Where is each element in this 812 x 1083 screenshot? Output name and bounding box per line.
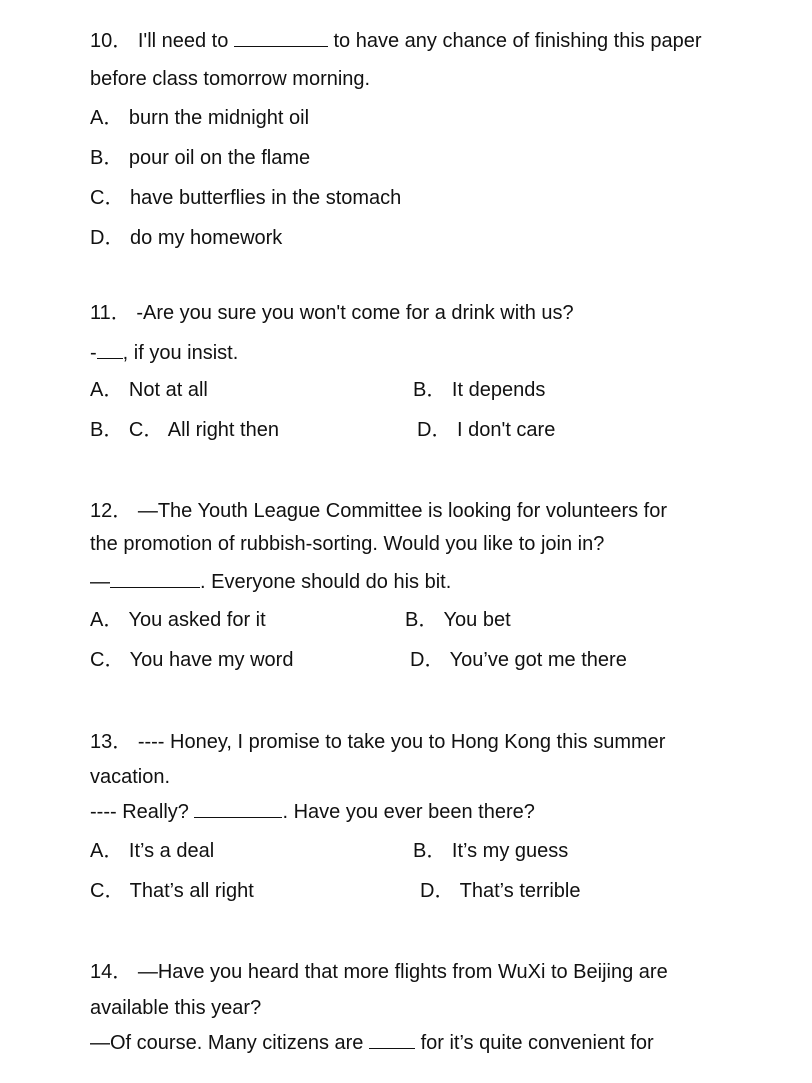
answer-blank: [97, 340, 123, 359]
option-text: You asked for it: [128, 609, 266, 631]
option-text: That’s terrible: [459, 880, 581, 902]
answer-blank: [234, 28, 328, 47]
option-b: [405, 608, 511, 632]
option-letter: D．: [90, 227, 125, 249]
question-number: 13．: [90, 731, 133, 753]
option-letter: D．: [417, 419, 452, 441]
question-number: 11．: [90, 302, 131, 324]
option-d: [420, 879, 580, 903]
question-number: 14．: [90, 961, 133, 983]
question-13-stem-line2: vacation.: [90, 766, 171, 788]
answer-blank: [369, 1030, 415, 1049]
option-text: That’s all right: [129, 880, 254, 902]
question-10-stem: [90, 28, 702, 53]
option-letter: C．: [90, 187, 125, 209]
stem-text: , if you insist.: [122, 342, 239, 364]
option-d: [417, 418, 555, 442]
option-text: C． All right then: [128, 419, 279, 441]
option-a: [90, 839, 214, 863]
stem-text: —: [90, 571, 110, 593]
option-a: [90, 106, 309, 130]
option-text: Not at all: [128, 379, 208, 401]
option-letter: C．: [90, 649, 125, 671]
stem-text: —Have you heard that more flights from WuXi to Beijing are: [137, 961, 668, 983]
option-text: You have my word: [129, 649, 294, 671]
stem-text: —Of course. Many citizens are: [90, 1032, 364, 1054]
option-text: You bet: [443, 609, 511, 631]
stem-text: ---- Really?: [90, 801, 189, 823]
answer-blank: [194, 799, 282, 818]
option-text: It’s my guess: [451, 840, 569, 862]
question-11-stem-line2: [90, 340, 238, 365]
stem-text: ---- Honey, I promise to take you to Hong Kong this summer: [137, 731, 666, 753]
option-letter: C．: [90, 880, 125, 902]
stem-text: . Everyone should do his bit.: [200, 571, 452, 593]
option-text: I don't care: [457, 419, 556, 441]
option-text: do my homework: [130, 227, 283, 249]
question-12-stem-line3: [90, 569, 451, 594]
option-b: [413, 839, 568, 863]
stem-text: to have any chance of finishing this paper: [333, 30, 702, 52]
option-letter: A．: [90, 107, 124, 129]
option-letter: A．: [90, 840, 124, 862]
option-letter: B．: [90, 147, 124, 169]
question-13-stem-line3: [90, 799, 535, 824]
option-a: [90, 378, 208, 402]
option-letter: B．: [90, 419, 124, 441]
stem-text: for it’s quite convenient for: [420, 1032, 654, 1054]
option-d: [90, 226, 282, 250]
option-c: [90, 418, 279, 442]
question-14-stem-line3: [90, 1030, 654, 1055]
option-c: [90, 186, 401, 210]
question-14-stem-line2: available this year?: [90, 997, 262, 1019]
stem-text: -Are you sure you won't come for a drink with us?: [136, 302, 574, 324]
option-d: [410, 648, 627, 672]
option-letter: B．: [405, 609, 439, 631]
stem-text: I'll need to: [137, 30, 229, 52]
option-b: [413, 378, 545, 402]
question-12-stem: [90, 499, 667, 523]
question-11-stem: [90, 301, 574, 325]
question-12-stem-line2: the promotion of rubbish-sorting. Would you like to join in?: [90, 533, 605, 555]
option-letter: A．: [90, 379, 124, 401]
option-text: It’s a deal: [128, 840, 215, 862]
question-14-stem: [90, 960, 668, 984]
option-text: have butterflies in the stomach: [130, 187, 402, 209]
option-c: [90, 879, 254, 903]
option-text: burn the midnight oil: [128, 107, 310, 129]
option-letter: D．: [410, 649, 445, 671]
question-10-stem-line2: before class tomorrow morning.: [90, 68, 371, 90]
answer-blank: [110, 569, 200, 588]
option-letter: B．: [413, 840, 447, 862]
option-letter: A．: [90, 609, 124, 631]
stem-text: . Have you ever been there?: [282, 801, 535, 823]
option-letter: B．: [413, 379, 447, 401]
option-a: [90, 608, 266, 632]
option-text: pour oil on the flame: [128, 147, 311, 169]
question-number: 10．: [90, 30, 133, 52]
option-letter: D．: [420, 880, 455, 902]
question-13-stem: [90, 730, 665, 754]
option-text: You’ve got me there: [449, 649, 627, 671]
question-number: 12．: [90, 500, 133, 522]
option-b: [90, 146, 310, 170]
stem-text: —The Youth League Committee is looking for volunteers for: [137, 500, 668, 522]
option-c: [90, 648, 293, 672]
option-text: It depends: [451, 379, 546, 401]
stem-text: -: [90, 342, 97, 364]
